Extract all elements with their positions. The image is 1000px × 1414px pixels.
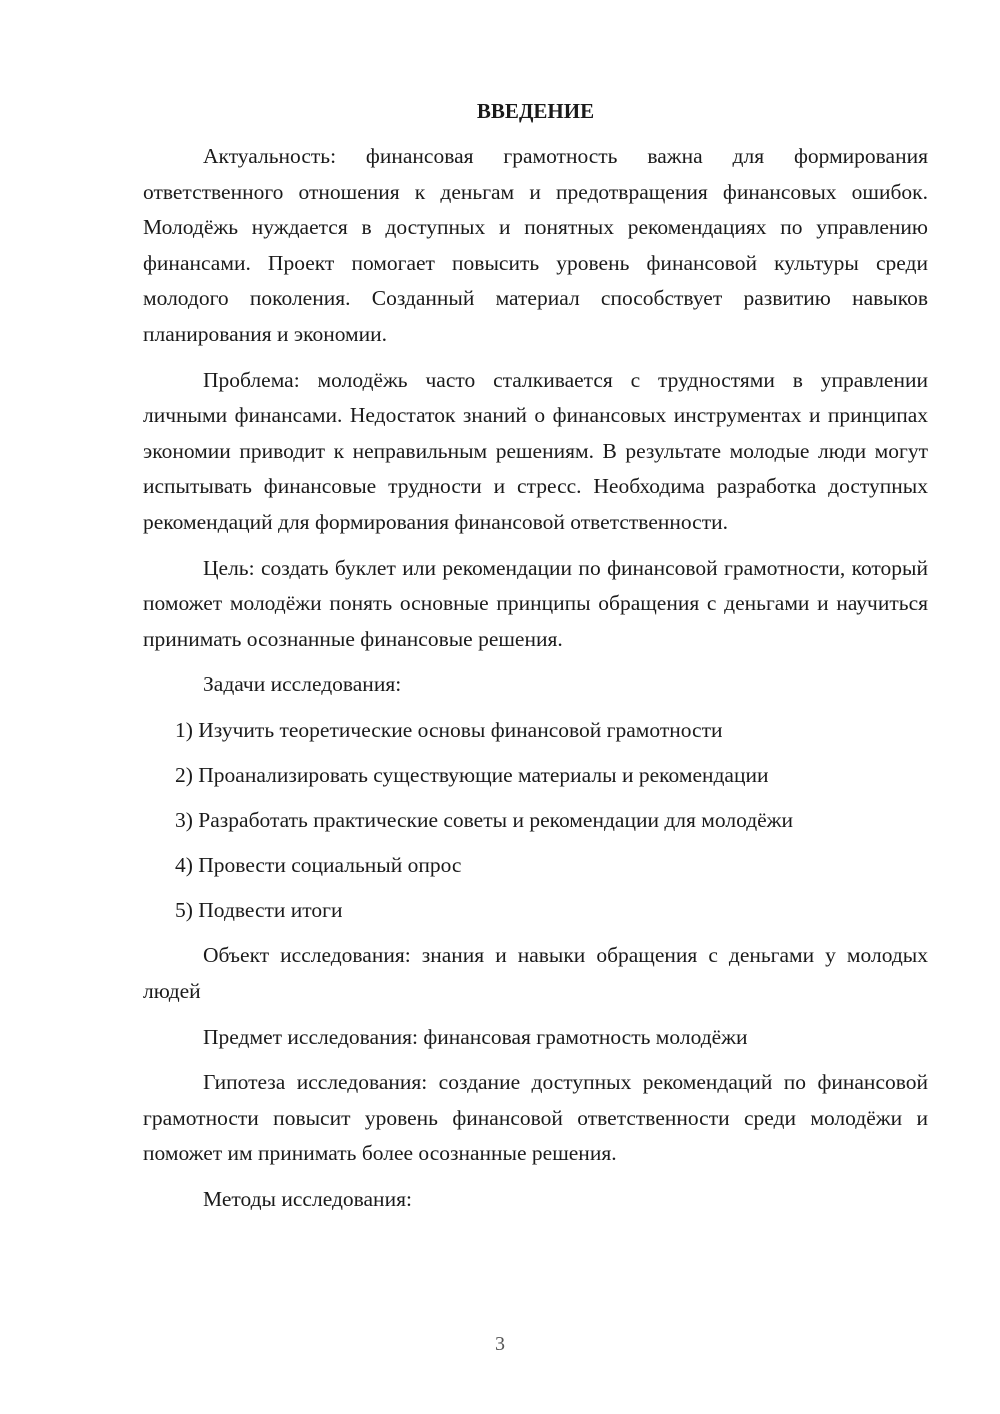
list-item: 5) Подвести итоги bbox=[175, 898, 343, 923]
paragraph-object: Объект исследования: знания и навыки обращения с деньгами у молодых людей bbox=[143, 943, 928, 1003]
tasks-heading: Задачи исследования: bbox=[203, 672, 402, 697]
tasks-list bbox=[143, 713, 928, 929]
section-title: ВВЕДЕНИЕ bbox=[476, 99, 595, 123]
paragraph-subject: Предмет исследования: финансовая грамотность молодёжи bbox=[203, 1024, 748, 1049]
page-number: 3 bbox=[495, 1333, 505, 1355]
list-item: 1) Изучить теоретические основы финансовой грамотности bbox=[175, 717, 723, 742]
paragraph-methods: Методы исследования: bbox=[203, 1186, 412, 1211]
paragraph-problem: Проблема: молодёжь часто сталкивается с трудностями в управлении личными финансами. Недостаток знаний о финансовых инструментах и принципах экономии приводит к неправильным решениям. В результате молодые люди могут испытывать финансовые трудности и стресс. Необходима разработка доступных рекомендаций для формирования финансовой ответственности. bbox=[143, 367, 928, 534]
paragraph-relevance: Актуальность: финансовая грамотность важна для формирования ответственного отношения к деньгам и предотвращения финансовых ошибок. Молодёжь нуждается в доступных и понятных рекомендациях по управлению финансами. Проект помогает повысить уровень финансовой культуры среди молодого поколения. Созданный материал способствует развитию навыков планирования и экономии. bbox=[143, 144, 928, 346]
document-page bbox=[143, 95, 928, 1228]
paragraph-hypothesis: Гипотеза исследования: создание доступных рекомендаций по финансовой грамотности повысит уровень финансовой ответственности среди молодёжи и поможет им принимать более осознанные решения. bbox=[143, 1070, 928, 1166]
paragraph-goal: Цель: создать буклет или рекомендации по финансовой грамотности, который поможет молодёжи понять основные принципы обращения с деньгами и научиться принимать осознанные финансовые решения. bbox=[143, 555, 928, 651]
list-item: 4) Провести социальный опрос bbox=[175, 853, 462, 878]
list-item: 2) Проанализировать существующие материалы и рекомендации bbox=[175, 763, 769, 787]
list-item: 3) Разработать практические советы и рекомендации для молодёжи bbox=[175, 808, 794, 833]
